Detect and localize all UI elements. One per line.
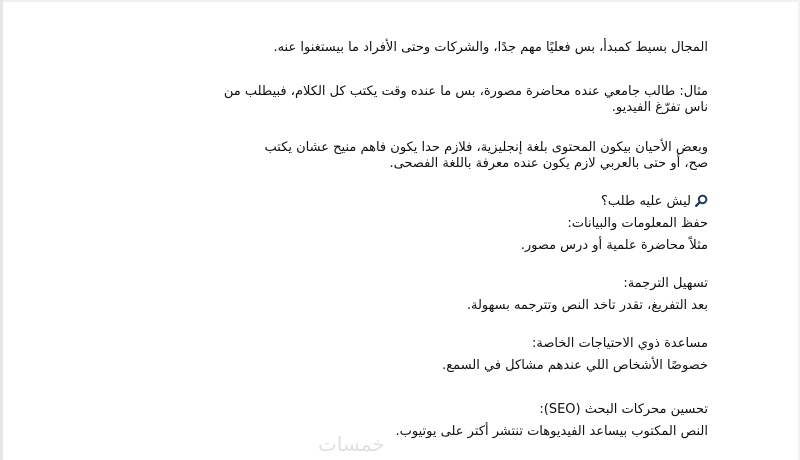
why-heading: ليش عليه طلب؟ — [601, 194, 691, 209]
paragraph-1-line-1: المجال بسيط كمبدأ، بس فعليًا مهم جدًا، والشركات وحتى الأفراد ما بيستغنوا عنه. — [273, 40, 708, 55]
watermark-logo: خمسات — [318, 432, 385, 456]
paragraph-3-line-1: وبعض الأحيان بيكون المحتوى بلغة إنجليزية، فلازم حدا يكون فاهم منيح عشان يكتب — [264, 140, 708, 155]
reason-4-detail: النص المكتوب بيساعد الفيديوهات تنتشر أكتر على يوتيوب. — [395, 424, 708, 439]
paragraph-2-line-2: ناس تفرّغ الفيديو. — [611, 100, 708, 115]
reason-1-title: حفظ المعلومات والبيانات: — [567, 216, 708, 231]
paragraph-3-line-2: صح، أو حتى بالعربي لازم يكون عنده معرفة باللغة الفصحى. — [389, 156, 708, 171]
reason-1-detail: مثلاً محاضرة علمية أو درس مصور. — [520, 238, 708, 253]
reason-2-detail: بعد التفريغ، تقدر تاخد النص وتترجمه بسهولة. — [466, 298, 708, 313]
reason-3-detail: خصوصًا الأشخاص اللي عندهم مشاكل في السمع. — [442, 358, 708, 373]
left-edge — [0, 0, 3, 460]
reason-2-title: تسهيل الترجمة: — [623, 276, 708, 291]
why-heading-row — [601, 194, 708, 210]
reason-3-title: مساعدة ذوي الاحتياجات الخاصة: — [532, 336, 708, 351]
top-edge — [0, 0, 800, 2]
paragraph-2-line-1: مثال: طالب جامعي عنده محاضرة مصورة، بس ما عنده وقت يكتب كل الكلام، فبيطلب من — [223, 84, 708, 99]
magnifier-icon — [695, 194, 708, 207]
reason-4-title: تحسين محركات البحث (SEO): — [539, 402, 708, 417]
